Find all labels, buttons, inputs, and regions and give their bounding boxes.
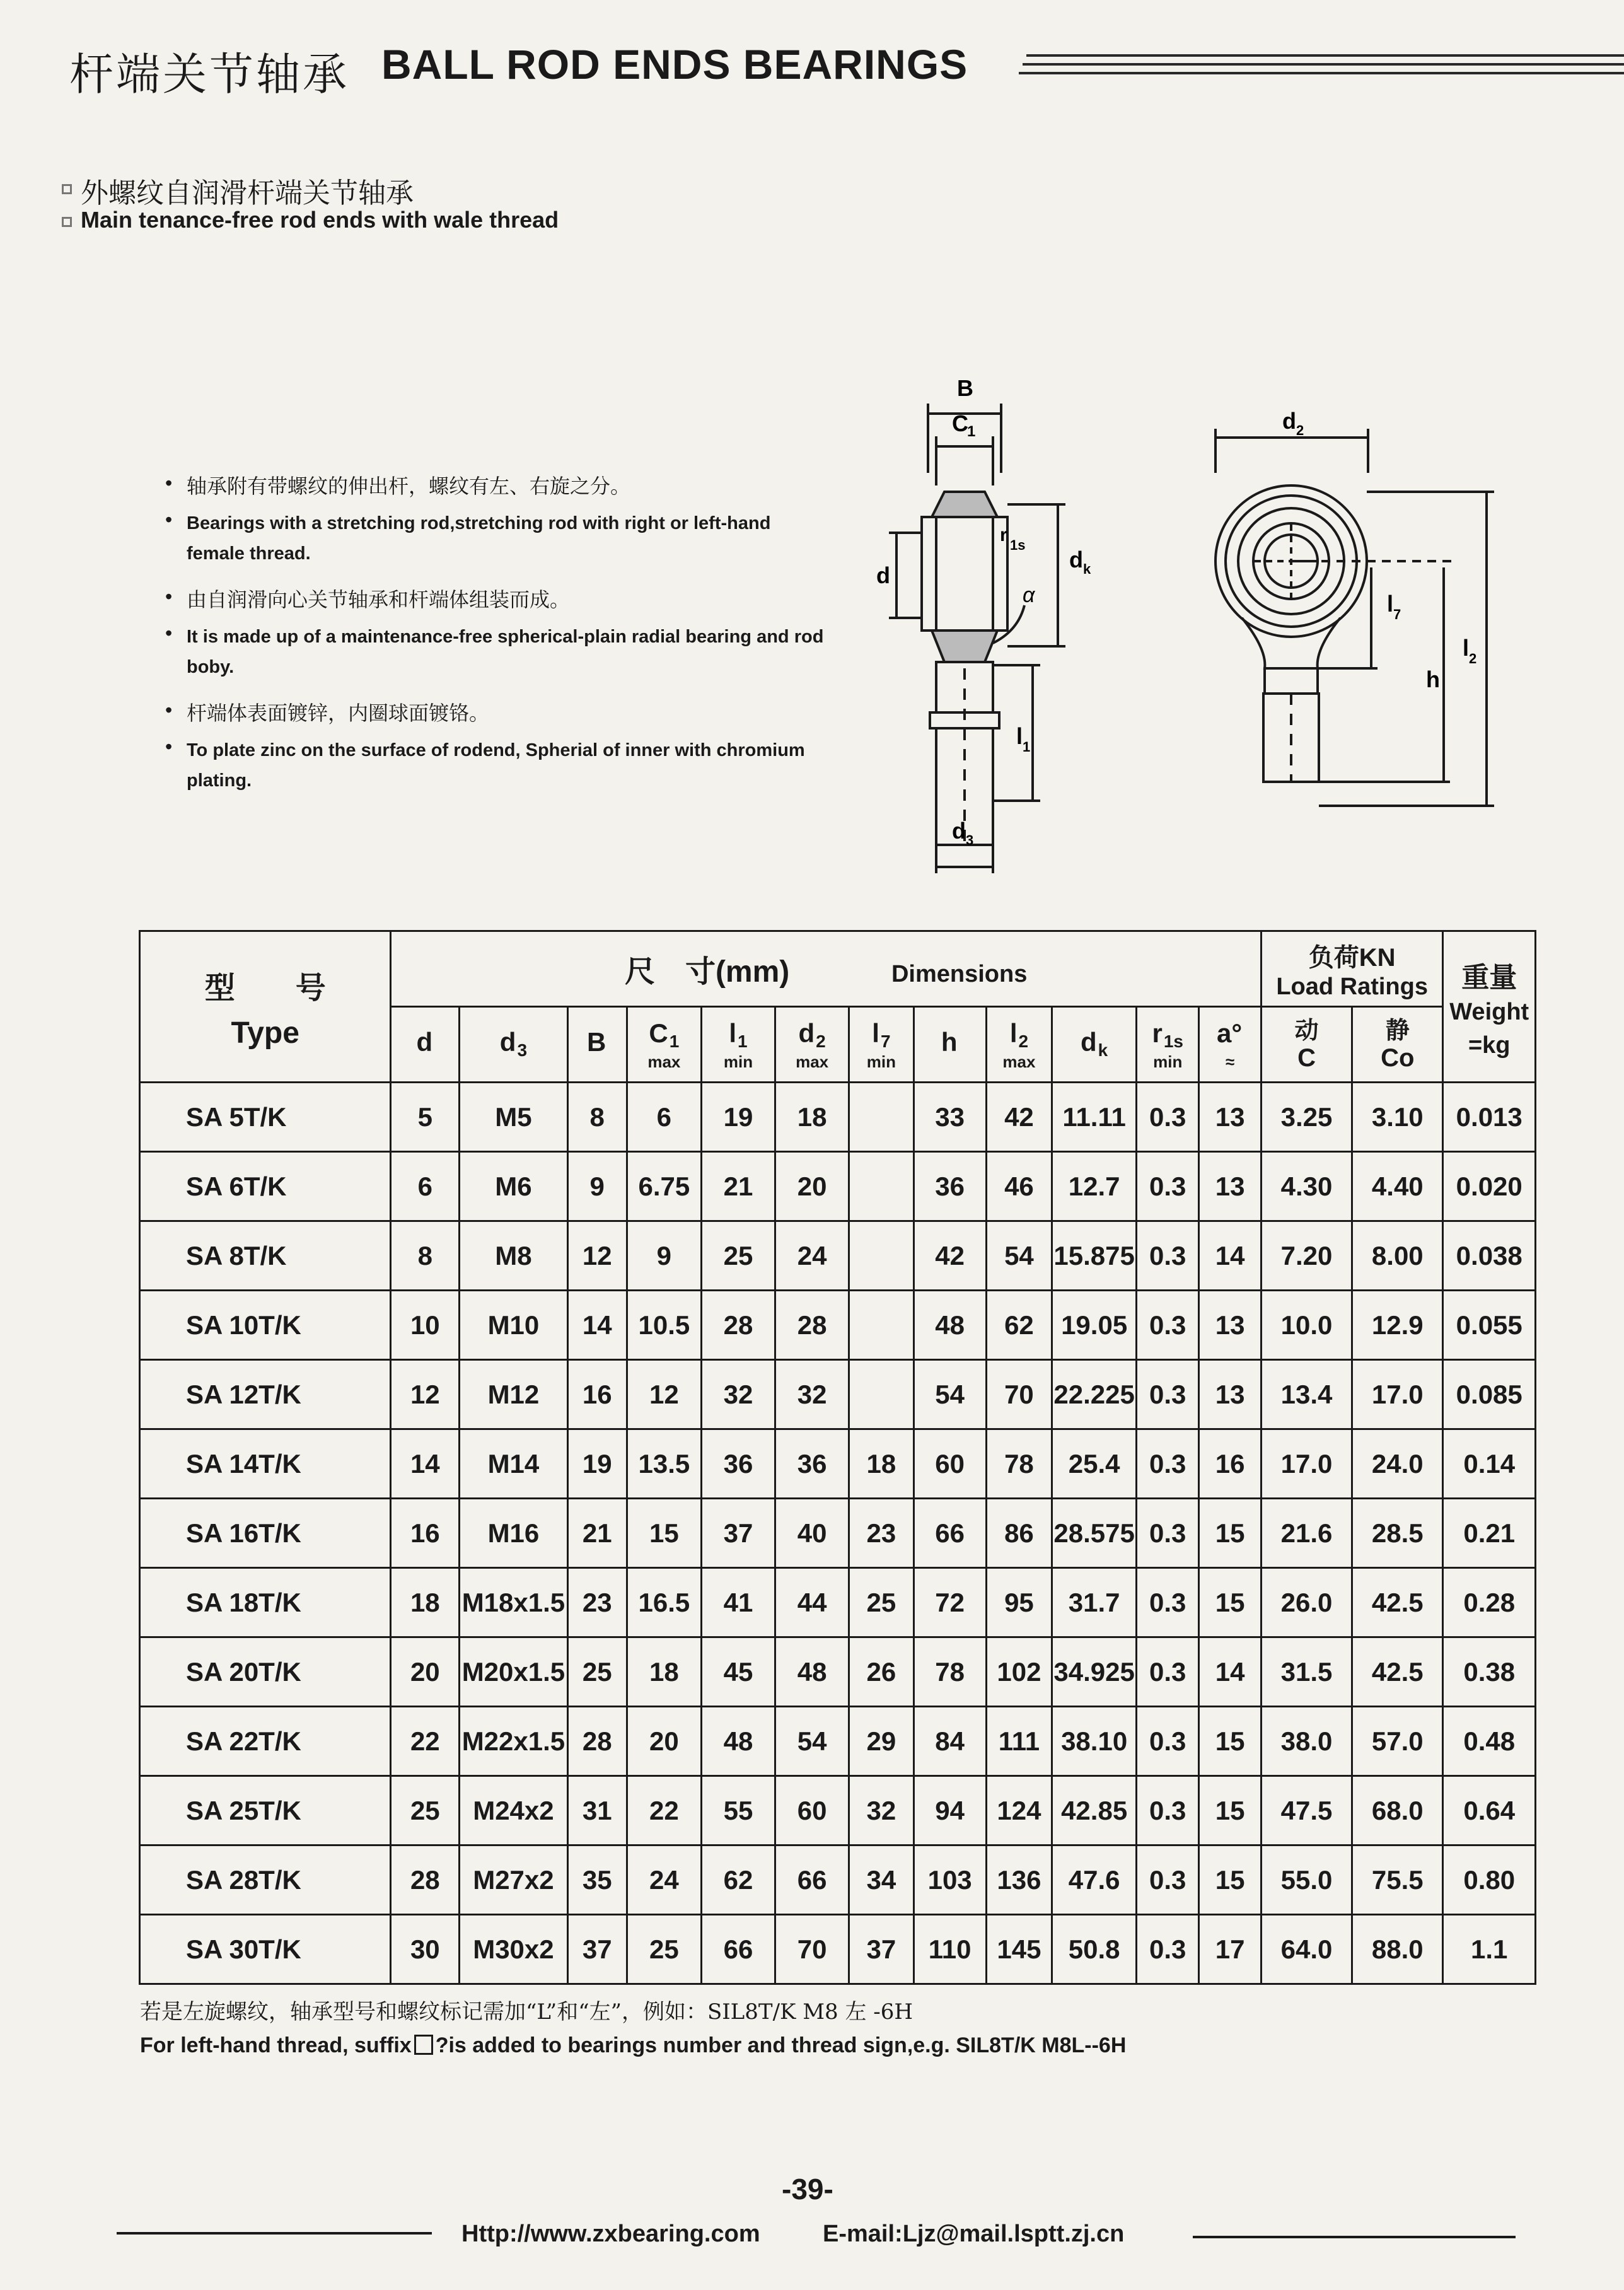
front-view-drawing — [1198, 410, 1513, 826]
table-cell: 86 — [986, 1499, 1052, 1568]
table-cell: 95 — [986, 1568, 1052, 1637]
table-cell: 42.5 — [1352, 1568, 1443, 1637]
table-cell: 13.5 — [627, 1429, 701, 1499]
table-row — [140, 1499, 1536, 1568]
table-cell: 0.3 — [1137, 1845, 1199, 1915]
table-cell: 50.8 — [1052, 1915, 1137, 1984]
table-cell: 22.225 — [1052, 1360, 1137, 1429]
table-cell: 3.25 — [1261, 1083, 1352, 1152]
table-row — [140, 1845, 1536, 1915]
table-cell: 28 — [391, 1845, 460, 1915]
col-header-5: $d_2$ max — [775, 1007, 849, 1083]
table-cell: 14 — [1199, 1221, 1261, 1291]
table-cell: 4.40 — [1352, 1152, 1443, 1221]
feature-item — [165, 735, 833, 796]
type-cell: SA 12T/K — [140, 1360, 391, 1429]
table-cell: 19 — [567, 1429, 627, 1499]
feature-cn: • 由自润滑向心关节轴承和杆端体组装而成。 — [187, 588, 571, 612]
col-header-4: $l_1$ min — [701, 1007, 775, 1083]
svg-text:1s: 1s — [1010, 537, 1026, 553]
label-r1s: r — [1000, 525, 1007, 545]
table-cell: 34.925 — [1052, 1637, 1137, 1707]
table-cell: 1.1 — [1443, 1915, 1536, 1984]
table-cell: 0.085 — [1443, 1360, 1536, 1429]
table-cell: 70 — [775, 1915, 849, 1984]
table-cell: 24 — [775, 1221, 849, 1291]
feature-item — [165, 508, 833, 569]
table-cell: 0.3 — [1137, 1152, 1199, 1221]
subtitle-bullet-icon — [62, 217, 72, 227]
table-cell: 31.7 — [1052, 1568, 1137, 1637]
table-cell: 47.6 — [1052, 1845, 1137, 1915]
table-cell: 9 — [567, 1152, 627, 1221]
subtitle-en: Main tenance-free rod ends with wale thread — [81, 207, 559, 233]
table-cell: 124 — [986, 1776, 1052, 1845]
table-cell: 72 — [914, 1568, 986, 1637]
type-cell: SA 14T/K — [140, 1429, 391, 1499]
side-view-drawing — [851, 366, 1116, 883]
table-row — [140, 1152, 1536, 1221]
table-cell: 26.0 — [1261, 1568, 1352, 1637]
table-cell: 55.0 — [1261, 1845, 1352, 1915]
table-cell: M12 — [460, 1360, 568, 1429]
table-cell: 25.4 — [1052, 1429, 1137, 1499]
table-cell: 22 — [627, 1776, 701, 1845]
table-cell: 8 — [567, 1083, 627, 1152]
table-cell: 16.5 — [627, 1568, 701, 1637]
table-cell: 66 — [914, 1499, 986, 1568]
table-cell — [849, 1360, 914, 1429]
table-cell: 10 — [391, 1291, 460, 1360]
table-cell: 14 — [1199, 1637, 1261, 1707]
table-cell: 62 — [986, 1291, 1052, 1360]
label-alpha: α — [1023, 583, 1035, 607]
table-cell: 15 — [627, 1499, 701, 1568]
table-cell: 18 — [627, 1637, 701, 1707]
table-cell: 37 — [567, 1915, 627, 1984]
table-cell: 15 — [1199, 1776, 1261, 1845]
table-cell: 20 — [627, 1707, 701, 1776]
footer-rule — [117, 2232, 432, 2235]
col-header-7: h — [914, 1007, 986, 1083]
type-cell: SA 8T/K — [140, 1221, 391, 1291]
table-cell: 15 — [1199, 1845, 1261, 1915]
col-header-3: $C_1$ max — [627, 1007, 701, 1083]
type-cell: SA 6T/K — [140, 1152, 391, 1221]
table-cell — [849, 1083, 914, 1152]
table-cell: M10 — [460, 1291, 568, 1360]
col-header-6: $l_7$ min — [849, 1007, 914, 1083]
table-cell: M18x1.5 — [460, 1568, 568, 1637]
table-cell: M5 — [460, 1083, 568, 1152]
table-cell: 41 — [701, 1568, 775, 1637]
table-cell: M30x2 — [460, 1915, 568, 1984]
table-cell: 46 — [986, 1152, 1052, 1221]
table-row — [140, 1221, 1536, 1291]
table-cell: 14 — [391, 1429, 460, 1499]
table-cell: 32 — [849, 1776, 914, 1845]
table-cell: 47.5 — [1261, 1776, 1352, 1845]
table-cell: 35 — [567, 1845, 627, 1915]
label-C1: C — [952, 410, 968, 436]
table-cell: 15 — [1199, 1707, 1261, 1776]
header-rule — [1019, 72, 1624, 74]
header-rule — [1026, 54, 1624, 57]
label-l7: l — [1387, 591, 1394, 617]
table-cell: 31 — [567, 1776, 627, 1845]
table-cell: 12 — [567, 1221, 627, 1291]
table-cell: 0.3 — [1137, 1568, 1199, 1637]
table-cell: 31.5 — [1261, 1637, 1352, 1707]
table-cell: 45 — [701, 1637, 775, 1707]
col-header-1: $d_3$ — [460, 1007, 568, 1083]
table-row — [140, 1568, 1536, 1637]
table-row — [140, 1360, 1536, 1429]
feature-item — [165, 699, 833, 728]
table-row — [140, 1291, 1536, 1360]
table-cell: 6.75 — [627, 1152, 701, 1221]
table-cell: 136 — [986, 1845, 1052, 1915]
table-cell: 0.3 — [1137, 1360, 1199, 1429]
table-cell: 19.05 — [1052, 1291, 1137, 1360]
table-cell: 17 — [1199, 1915, 1261, 1984]
table-cell: 7.20 — [1261, 1221, 1352, 1291]
table-cell: M16 — [460, 1499, 568, 1568]
table-cell: 14 — [567, 1291, 627, 1360]
svg-text:3: 3 — [966, 832, 974, 848]
table-cell: 48 — [914, 1291, 986, 1360]
label-l2: l — [1463, 635, 1470, 661]
table-cell: 6 — [627, 1083, 701, 1152]
table-cell: 21.6 — [1261, 1499, 1352, 1568]
table-cell: 13 — [1199, 1152, 1261, 1221]
header-rule — [1023, 63, 1624, 66]
table-cell: 64.0 — [1261, 1915, 1352, 1984]
table-cell: 26 — [849, 1637, 914, 1707]
table-cell: 0.64 — [1443, 1776, 1536, 1845]
table-cell: 12.7 — [1052, 1152, 1137, 1221]
table-cell: 17.0 — [1352, 1360, 1443, 1429]
table-cell: 16 — [567, 1360, 627, 1429]
table-cell: 38.0 — [1261, 1707, 1352, 1776]
table-cell: 25 — [849, 1568, 914, 1637]
table-cell: 0.038 — [1443, 1221, 1536, 1291]
label-d: d — [876, 562, 890, 588]
table-cell: 15 — [1199, 1499, 1261, 1568]
table-cell: 6 — [391, 1152, 460, 1221]
table-cell: 22 — [391, 1707, 460, 1776]
table-cell: 10.5 — [627, 1291, 701, 1360]
table-cell: M8 — [460, 1221, 568, 1291]
table-cell: 36 — [914, 1152, 986, 1221]
table-cell: M22x1.5 — [460, 1707, 568, 1776]
table-cell: 3.10 — [1352, 1083, 1443, 1152]
svg-text:1: 1 — [967, 423, 976, 440]
spec-table — [139, 930, 1536, 1985]
table-cell: 20 — [775, 1152, 849, 1221]
table-cell: 103 — [914, 1845, 986, 1915]
table-cell — [849, 1152, 914, 1221]
table-cell: 48 — [701, 1707, 775, 1776]
table-cell: 20 — [391, 1637, 460, 1707]
table-cell: 0.055 — [1443, 1291, 1536, 1360]
table-cell: 15 — [1199, 1568, 1261, 1637]
table-cell: 28 — [567, 1707, 627, 1776]
table-cell: 4.30 — [1261, 1152, 1352, 1221]
table-cell: 18 — [391, 1568, 460, 1637]
table-cell: 110 — [914, 1915, 986, 1984]
type-cell: SA 16T/K — [140, 1499, 391, 1568]
table-cell: 0.3 — [1137, 1291, 1199, 1360]
table-row — [140, 1429, 1536, 1499]
table-cell: 102 — [986, 1637, 1052, 1707]
table-cell: 9 — [627, 1221, 701, 1291]
label-dk: d — [1069, 547, 1083, 572]
header-title-en: BALL ROD ENDS BEARINGS — [381, 41, 968, 88]
table-cell: 0.3 — [1137, 1499, 1199, 1568]
feature-list — [165, 472, 833, 812]
table-cell: 68.0 — [1352, 1776, 1443, 1845]
table-cell: 42 — [914, 1221, 986, 1291]
table-cell: 16 — [1199, 1429, 1261, 1499]
table-cell: 0.80 — [1443, 1845, 1536, 1915]
table-cell: 13.4 — [1261, 1360, 1352, 1429]
svg-text:1: 1 — [1023, 739, 1031, 755]
label-d3: d — [952, 818, 966, 844]
load-ratings-header: 负荷KN Load Ratings — [1261, 931, 1443, 1007]
table-row — [140, 1776, 1536, 1845]
load-col-header-0: 动 C — [1261, 1007, 1352, 1083]
table-cell: 54 — [775, 1707, 849, 1776]
col-header-8: $l_2$ max — [986, 1007, 1052, 1083]
table-cell: M6 — [460, 1152, 568, 1221]
load-col-header-1: 静 Co — [1352, 1007, 1443, 1083]
table-cell: 23 — [849, 1499, 914, 1568]
table-cell: 5 — [391, 1083, 460, 1152]
table-cell: 13 — [1199, 1360, 1261, 1429]
table-cell: 28.5 — [1352, 1499, 1443, 1568]
table-cell: 0.3 — [1137, 1776, 1199, 1845]
table-cell: 42.5 — [1352, 1637, 1443, 1707]
svg-text:7: 7 — [1393, 607, 1401, 622]
svg-text:2: 2 — [1469, 651, 1477, 666]
dimensions-header: 尺 寸(mm) Dimensions — [391, 931, 1261, 1007]
weight-header: 重量 Weight =kg — [1443, 931, 1536, 1083]
table-cell: 0.3 — [1137, 1221, 1199, 1291]
table-cell: 40 — [775, 1499, 849, 1568]
table-cell: 54 — [914, 1360, 986, 1429]
table-cell: M24x2 — [460, 1776, 568, 1845]
table-cell: 25 — [391, 1776, 460, 1845]
table-cell: 25 — [567, 1637, 627, 1707]
table-cell: 17.0 — [1261, 1429, 1352, 1499]
table-cell: M20x1.5 — [460, 1637, 568, 1707]
table-cell: 0.3 — [1137, 1429, 1199, 1499]
type-cell: SA 20T/K — [140, 1637, 391, 1707]
table-cell: 0.21 — [1443, 1499, 1536, 1568]
table-cell: 57.0 — [1352, 1707, 1443, 1776]
table-cell: 36 — [701, 1429, 775, 1499]
table-cell: 60 — [914, 1429, 986, 1499]
table-cell: 55 — [701, 1776, 775, 1845]
table-cell: 33 — [914, 1083, 986, 1152]
type-cell: SA 5T/K — [140, 1083, 391, 1152]
table-cell: 12 — [391, 1360, 460, 1429]
table-cell: 38.10 — [1052, 1707, 1137, 1776]
table-cell: 84 — [914, 1707, 986, 1776]
table-cell: 25 — [627, 1915, 701, 1984]
table-cell — [849, 1291, 914, 1360]
table-cell: 54 — [986, 1221, 1052, 1291]
table-cell: 18 — [775, 1083, 849, 1152]
feature-cn: • 杆端体表面镀锌，内圈球面镀铬。 — [187, 701, 490, 725]
table-row — [140, 1083, 1536, 1152]
table-cell: 12 — [627, 1360, 701, 1429]
table-cell: 0.28 — [1443, 1568, 1536, 1637]
table-cell: 0.3 — [1137, 1083, 1199, 1152]
table-cell: 34 — [849, 1845, 914, 1915]
table-cell: 16 — [391, 1499, 460, 1568]
table-cell: 75.5 — [1352, 1845, 1443, 1915]
col-header-11: a° ≈ — [1199, 1007, 1261, 1083]
note-cn: 若是左旋螺纹，轴承型号和螺纹标记需加“L”和“左”，例如：SIL8T/K M8 左 -6H — [140, 1999, 914, 2025]
table-cell: 0.3 — [1137, 1915, 1199, 1984]
table-cell: 0.48 — [1443, 1707, 1536, 1776]
table-cell: 8 — [391, 1221, 460, 1291]
table-cell: 44 — [775, 1568, 849, 1637]
table-cell: 19 — [701, 1083, 775, 1152]
type-cell: SA 22T/K — [140, 1707, 391, 1776]
table-cell: 0.3 — [1137, 1707, 1199, 1776]
col-header-10: $r_{1s}$ min — [1137, 1007, 1199, 1083]
table-cell: 18 — [849, 1429, 914, 1499]
table-cell: 32 — [701, 1360, 775, 1429]
subtitle-cn: 外螺纹自润滑杆端关节轴承 — [81, 178, 414, 209]
type-cell: SA 25T/K — [140, 1776, 391, 1845]
table-cell: 12.9 — [1352, 1291, 1443, 1360]
table-cell: 21 — [701, 1152, 775, 1221]
col-header-0: d — [391, 1007, 460, 1083]
table-cell: 24.0 — [1352, 1429, 1443, 1499]
table-cell: 28 — [701, 1291, 775, 1360]
label-d2: d — [1282, 410, 1296, 434]
table-cell: 21 — [567, 1499, 627, 1568]
note-en: For left-hand thread, suffix ?is added to bearings number and thread sign,e.g. SIL8T/K M8L--6H — [140, 2033, 1127, 2057]
footer-url[interactable]: Http://www.zxbearing.com — [461, 2221, 760, 2247]
table-cell: M14 — [460, 1429, 568, 1499]
table-cell: 66 — [701, 1915, 775, 1984]
feature-en: • Bearings with a stretching rod,stretching rod with right or left-hand female thread. — [187, 513, 771, 564]
type-header: 型 号 Type — [140, 931, 391, 1083]
table-cell: 111 — [986, 1707, 1052, 1776]
type-cell: SA 18T/K — [140, 1568, 391, 1637]
table-cell: 15.875 — [1052, 1221, 1137, 1291]
table-cell: 13 — [1199, 1083, 1261, 1152]
col-header-9: $d_k$ — [1052, 1007, 1137, 1083]
table-cell: 0.3 — [1137, 1637, 1199, 1707]
table-cell: 70 — [986, 1360, 1052, 1429]
table-cell: 37 — [701, 1499, 775, 1568]
type-cell: SA 30T/K — [140, 1915, 391, 1984]
table-cell: 94 — [914, 1776, 986, 1845]
feature-en: • To plate zinc on the surface of rodend, Spherial of inner with chromium plating. — [187, 740, 805, 791]
table-cell: 24 — [627, 1845, 701, 1915]
table-cell: 60 — [775, 1776, 849, 1845]
table-cell: 29 — [849, 1707, 914, 1776]
table-cell: 48 — [775, 1637, 849, 1707]
header-title-cn: 杆端关节轴承 — [69, 50, 349, 99]
table-cell: M27x2 — [460, 1845, 568, 1915]
table-cell: 32 — [775, 1360, 849, 1429]
table-cell: 0.020 — [1443, 1152, 1536, 1221]
type-cell: SA 28T/K — [140, 1845, 391, 1915]
table-cell: 28 — [775, 1291, 849, 1360]
table-cell: 88.0 — [1352, 1915, 1443, 1984]
footer-rule — [1193, 2236, 1516, 2238]
table-cell: 78 — [914, 1637, 986, 1707]
table-row — [140, 1707, 1536, 1776]
col-header-2: B — [567, 1007, 627, 1083]
feature-item — [165, 585, 833, 614]
table-cell: 23 — [567, 1568, 627, 1637]
feature-cn: • 轴承附有带螺纹的伸出杆，螺纹有左、右旋之分。 — [187, 474, 631, 498]
feature-item — [165, 622, 833, 682]
suffix-box-icon — [414, 2035, 433, 2055]
table-cell: 37 — [849, 1915, 914, 1984]
label-B: B — [957, 375, 973, 401]
table-cell: 42.85 — [1052, 1776, 1137, 1845]
label-h: h — [1426, 666, 1440, 692]
type-cell: SA 10T/K — [140, 1291, 391, 1360]
table-cell: 0.013 — [1443, 1083, 1536, 1152]
table-cell: 0.38 — [1443, 1637, 1536, 1707]
table-cell: 0.14 — [1443, 1429, 1536, 1499]
table-cell: 10.0 — [1261, 1291, 1352, 1360]
table-row — [140, 1637, 1536, 1707]
table-cell: 145 — [986, 1915, 1052, 1984]
svg-text:2: 2 — [1296, 422, 1304, 438]
table-cell: 78 — [986, 1429, 1052, 1499]
footer-email[interactable]: E-mail:Ljz@mail.lsptt.zj.cn — [823, 2221, 1125, 2247]
page-number: -39- — [782, 2173, 833, 2206]
table-cell: 66 — [775, 1845, 849, 1915]
table-cell: 11.11 — [1052, 1083, 1137, 1152]
label-l1: l — [1016, 723, 1023, 749]
table-cell: 36 — [775, 1429, 849, 1499]
table-cell: 62 — [701, 1845, 775, 1915]
feature-item — [165, 472, 833, 501]
feature-en: • It is made up of a maintenance-free spherical-plain radial bearing and rod boby. — [187, 627, 824, 677]
subtitle-bullet-icon — [62, 184, 72, 194]
table-row — [140, 1915, 1536, 1984]
table-cell: 42 — [986, 1083, 1052, 1152]
svg-text:k: k — [1083, 561, 1091, 577]
table-cell: 28.575 — [1052, 1499, 1137, 1568]
table-cell — [849, 1221, 914, 1291]
table-cell: 8.00 — [1352, 1221, 1443, 1291]
table-cell: 25 — [701, 1221, 775, 1291]
table-cell: 13 — [1199, 1291, 1261, 1360]
table-cell: 30 — [391, 1915, 460, 1984]
